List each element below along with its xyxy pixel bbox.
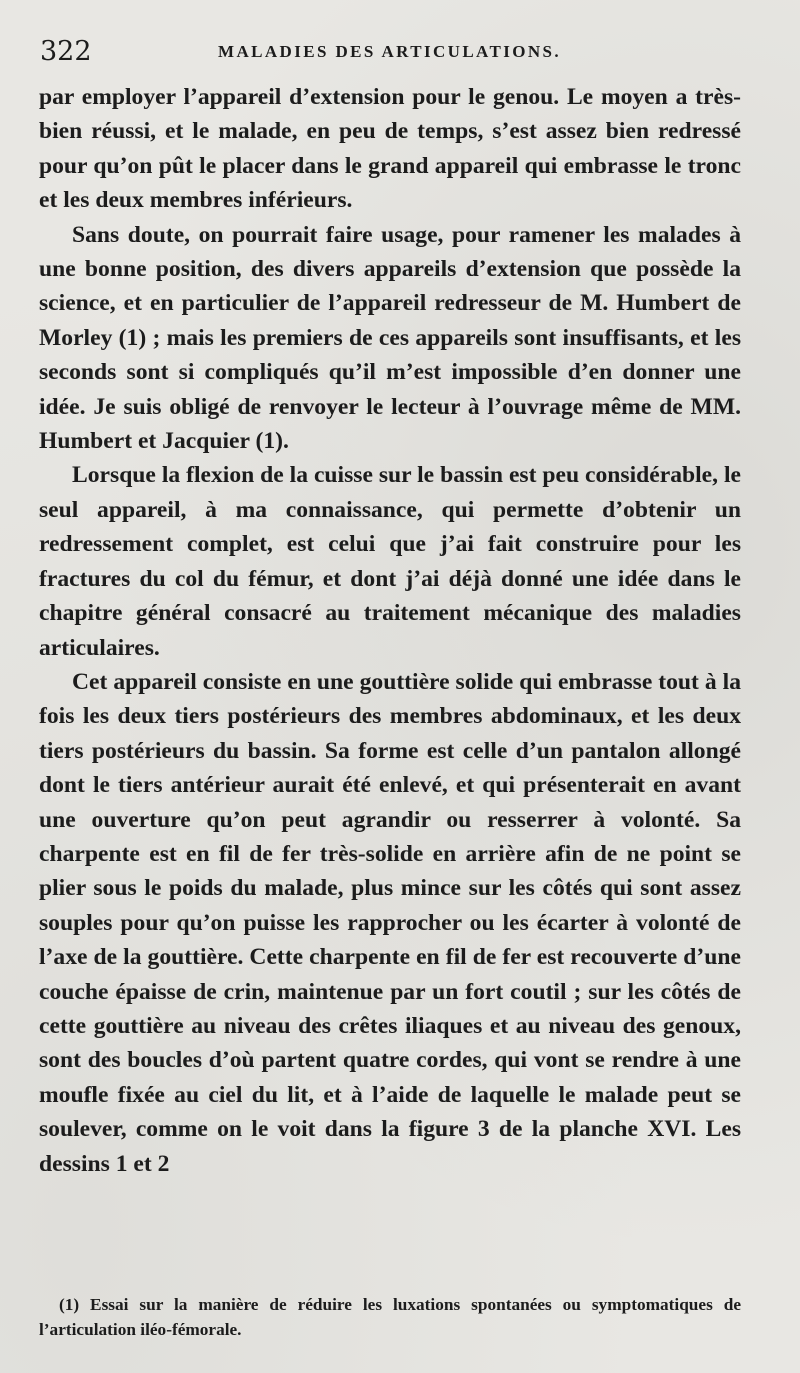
page-header	[40, 36, 760, 68]
running-head: MALADIES DES ARTICULATIONS.	[218, 42, 562, 61]
paragraph-3: Lorsque la flexion de la cuisse sur le bassin est peu considérable, le seul appareil, à ma connaissance, qui permette d’obtenir un redressement complet, est celui que j’ai fait construire pour les fractures du col du fémur, et dont j’ai déjà donné une idée dans le chapitre général consacré au traitement mécanique des maladies articulaires.	[39, 462, 741, 661]
body-text	[39, 80, 741, 1181]
paragraph-2: Sans doute, on pourrait faire usage, pour ramener les malades à une bonne position, des divers appareils d’extension que possède la science, et en particulier de l’appareil redresseur de M. Humbert de Morley (1) ; mais les premiers de ces appareils sont insuffisants, et les seconds sont si compliqués qu’il m’est impossible d’en donner une idée. Je suis obligé de renvoyer le lecteur à l’ouvrage même de MM. Humbert et Jacquier (1).	[39, 221, 741, 455]
paragraph-1: par employer l’appareil d’extension pour le genou. Le moyen a très-bien réussi, et le malade, en peu de temps, s’est assez bien redressé pour qu’on pût le placer dans le grand appareil qui embrasse le tronc et les deux membres inférieurs.	[39, 84, 741, 214]
footnote-text: (1) Essai sur la manière de réduire les luxations spontanées ou symptomatiques de l’articulation iléo-fémorale.	[39, 1295, 741, 1339]
footnote	[39, 1292, 741, 1342]
page-number: 322	[40, 36, 92, 67]
paragraph-4: Cet appareil consiste en une gouttière solide qui embrasse tout à la fois les deux tiers postérieurs des membres abdominaux, et les deux tiers postérieurs du bassin. Sa forme est celle d’un pantalon allongé dont le tiers antérieur aurait été enlevé, et qui présenterait en avant une ouverture qu’on peut agrandir ou resserrer à volonté. Sa charpente est en fil de fer très-solide en arrière afin de ne point se plier sous le poids du malade, plus mince sur les côtés qui sont assez souples pour qu’on puisse les rapprocher ou les écarter à volonté de l’axe de la gouttière. Cette charpente en fil de fer est recouverte d’une couche épaisse de crin, maintenue par un fort coutil ; sur les côtés de cette gouttière au niveau des crêtes iliaques et au niveau des genoux, sont des boucles d’où partent quatre cordes, qui vont se rendre à une moufle fixée au ciel du lit, et à l’aide de laquelle le malade peut se soulever, comme on le voit dans la figure 3 de la planche XVI. Les dessins 1 et 2	[39, 668, 741, 1177]
